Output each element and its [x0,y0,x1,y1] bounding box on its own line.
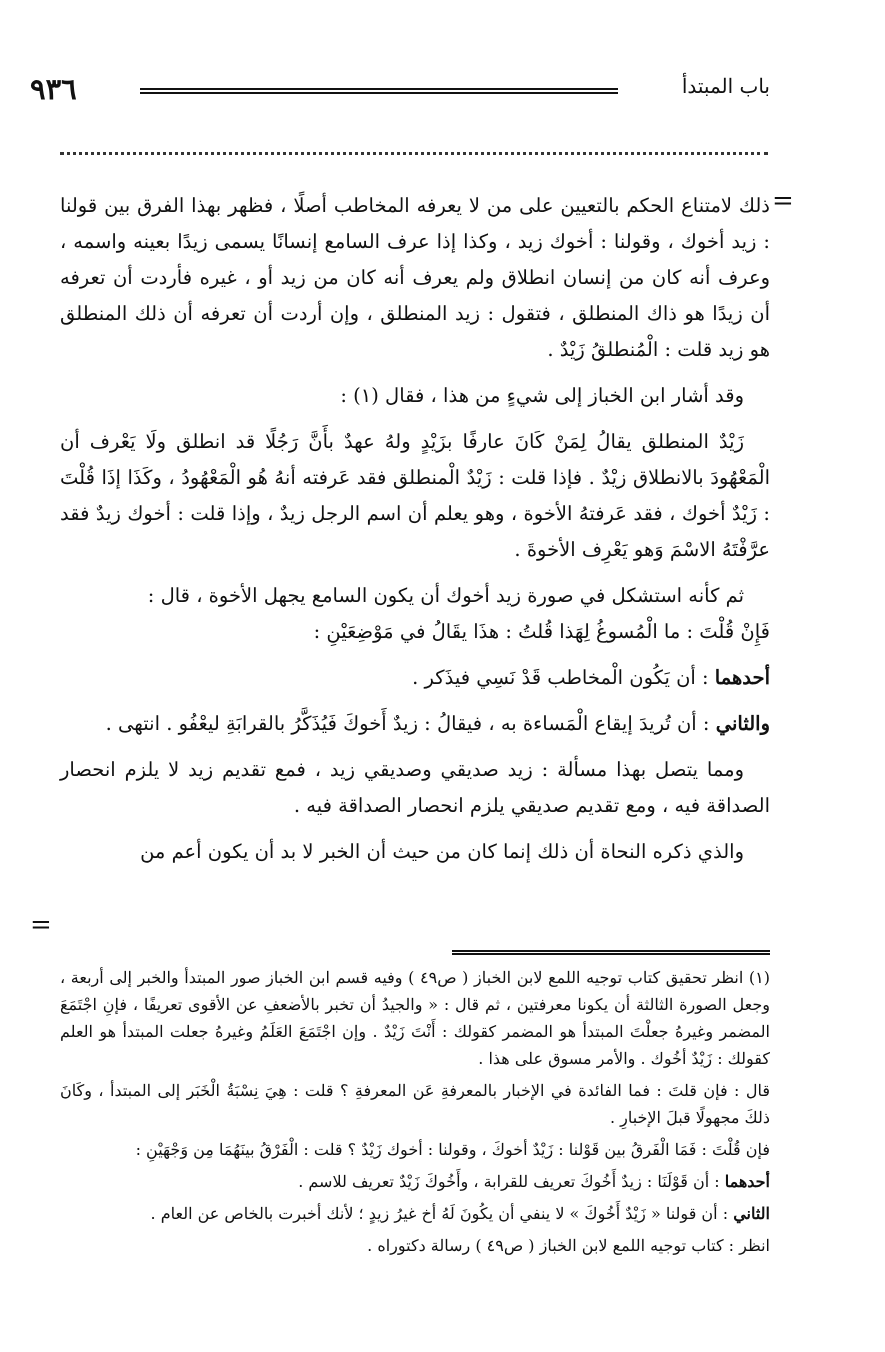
footnote: فإن قُلْتَ : فَمَا الْفَرقُ بين قَوْلنا : زَيْدٌ أخوكَ ، وقولنا : أخوك زَيْدٌ ؟ قلت : الْفَرْقُ بينَهُمَا مِن وَجْهَيْنِ : [135,1140,770,1159]
paragraph [60,706,770,742]
footnote-text: : أن قولنا « زَيْدٌ أَخُوكَ » لا ينفي أن يكُونَ لَهُ أخ غيرُ زيدٍ ؛ لأنك أخبرت بالخاص عن العام . [150,1204,729,1223]
header-double-rule [140,88,618,94]
main-text [60,188,770,880]
bold-label: الثاني [733,1204,770,1223]
page-number: ٩٣٦ [30,72,77,106]
footnote-text: : أن قَوْلَنَا : زيدٌ أَخُوكَ تعريف للقرابة ، وأَخُوكَ زَيْدٌ تعريف للاسم . [298,1172,720,1191]
dotted-separator [60,152,768,155]
continuation-mark-bottom: = [30,910,52,940]
footnotes [60,964,770,1264]
quotation-paragraph: زَيْدٌ المنطلق يقالُ لِمَنْ كَانَ عارفًا بزَيْدٍ ولهُ عهدٌ بأَنَّ رَجُلًا قد انطلق ولَا يَعْرف أن الْمَعْهُودَ بالانطلاق زيْدٌ . فإذا قلت : زَيْدٌ الْمنطلق فقد عَرفته أنهُ هُو الْمَعْهُودُ ، وكَذَا إذَا قُلْتَ : زَيْدٌ أخوك ، فقد عَرفتهُ الأخوة ، وهو يعلم أن اسم الرجل زيدٌ ، وإذا قلت : أخوك زيدٌ فقد عرَّفْتَهُ الاسْمَ وَهو يَعْرِف الأخوةَ . [60,430,770,561]
paragraph: ذلك لامتناع الحكم بالتعيين على من لا يعرفه المخاطب أصلًا ، فظهر بهذا الفرق بين قولنا : زيد أخوك ، وقولنا : أخوك زيد ، وكذا إذا عرف السامع إنسانًا يسمى زيدًا بعينه واسمه ، وعرف أنه كان من إنسان انطلاق ولم يعرف أنه كان من زيد أو ، غيره فأردت أن تعرفه أن زيدًا هو ذاك المنطلق ، فتقول : زيد المنطلق ، وإن أردت أن تعرفه أن ذلك المنطلق هو زيد قلت : الْمُنطلقُ زَيْدٌ . [60,194,770,361]
bold-label: أحدهما [714,666,770,689]
footnote: انظر : كتاب توجيه اللمع لابن الخباز ( ص٤٩ ) رسالة دكتوراه . [367,1236,770,1255]
paragraph-text: : أن يَكُون الْمخاطب قَدْ نَسِي فيذَكر . [412,666,709,689]
continuation-mark-top: = [772,186,794,216]
paragraph: ومما يتصل بهذا مسألة : زيد صديقي وصديقي زيد ، فمع تقديم زيد لا يلزم انحصار الصداقة فيه ، ومع تقديم صديقي يلزم انحصار الصداقة فيه . [60,758,770,817]
footnote: قال : فإن قلتَ : فما الفائدة في الإخبار بالمعرفةِ عَن المعرفةِ ؟ قلت : هِيَ نِسْبَةُ الْخَبَر إلى المبتدأ ، وكَانَ ذلكَ مجهولًا قبلَ الإخبارِ . [60,1081,770,1127]
bold-label: أحدهما [724,1172,770,1191]
paragraph: فَإِنْ قُلْتَ : ما الْمُسوغُ لِهَذا قُلتُ : هذَا يقَالُ في مَوْضِعَيْنِ : [313,620,770,643]
running-title: باب المبتدأ [681,74,770,98]
paragraph: والذي ذكره النحاة أن ذلك إنما كان من حيث أن الخبر لا بد أن يكون أعم من [140,840,744,863]
footnote [60,1168,770,1195]
bold-label: والثاني [715,712,770,735]
paragraph-text: : أن تُريدَ إيقاع الْمَساءة به ، فيقالُ : زيدٌ أَخوكَ فَيُذَكَّرُ بالقرابَةِ ليعْفُو . انتهى . [105,712,710,735]
footnote [60,1200,770,1227]
paragraph [60,660,770,696]
page-header [30,70,770,110]
paragraph: وقد أشار ابن الخباز إلى شيءٍ من هذا ، فقال (١) : [340,384,744,407]
footnote-rule [452,950,770,955]
paragraph: ثم كأنه استشكل في صورة زيد أخوك أن يكون السامع يجهل الأخوة ، قال : [147,584,744,607]
footnote: (١) انظر تحقيق كتاب توجيه اللمع لابن الخباز ( ص٤٩ ) وفيه قسم ابن الخباز صور المبتدأ والخبر إلى أربعة ، وجعل الصورة الثالثة أن يكونا معرفتين ، ثم قال : « والجيدُ أن تخبر بالأضعفِ عن الأقوى تعريفًا ، فإنِ اجْتَمَعَ المضمر وغيرهُ جعلْتَ المبتدأ هو المضمر كقولك : أَنْتَ زَيْدٌ . وإن اجْتَمَعَ العَلَمُ وغيرهُ جعلت المبتدأ هو العلم كقولك : زَيْدٌ أخُوك . والأمر مسوق على هذا . [60,968,770,1068]
